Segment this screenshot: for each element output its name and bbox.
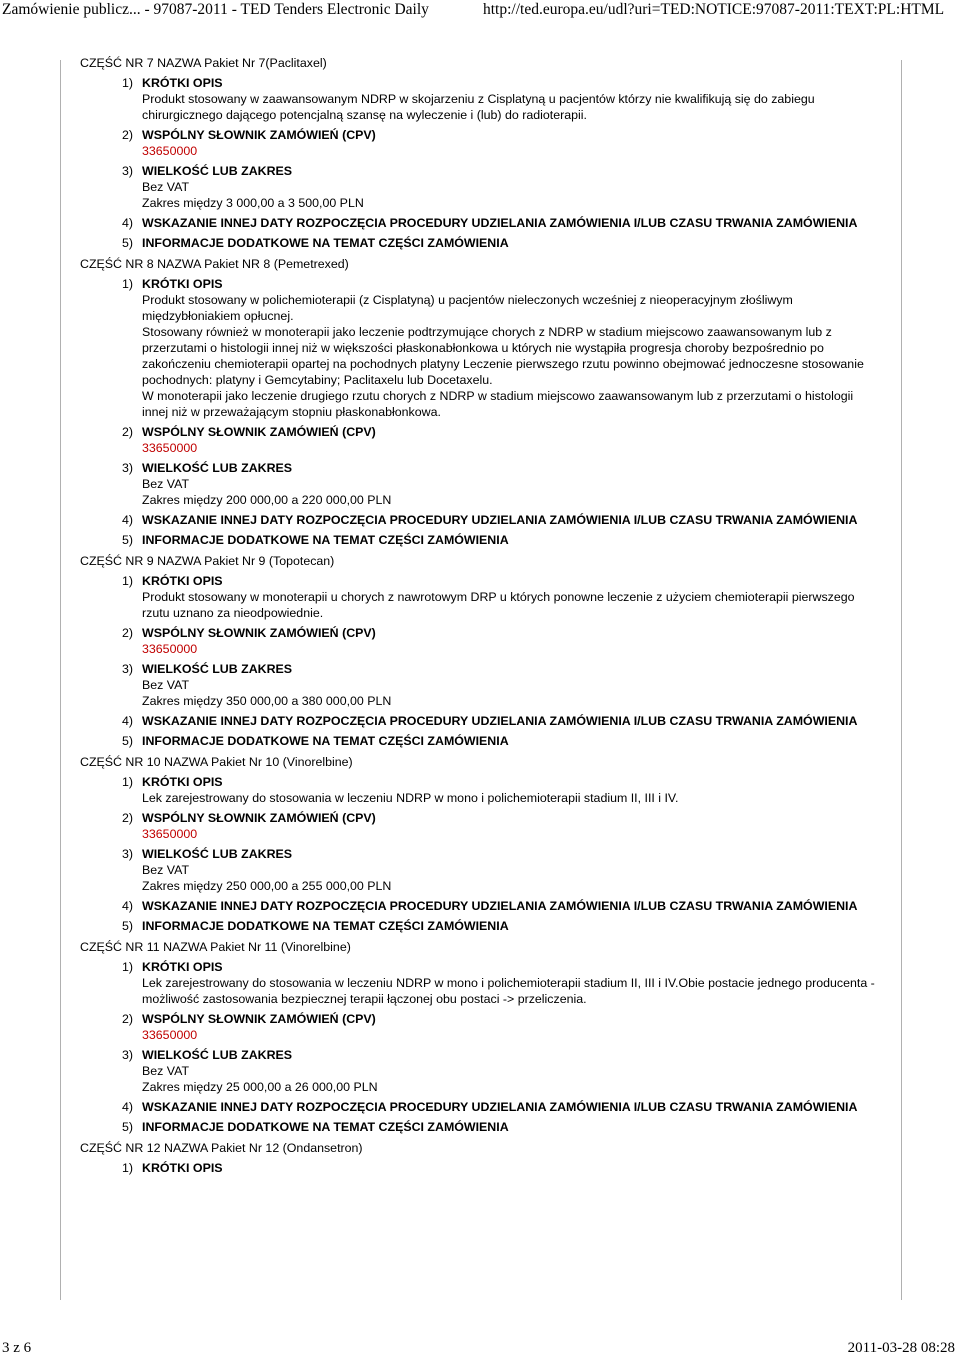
item-label: WSKAZANIE INNEJ DATY ROZPOCZĘCIA PROCEDURY UDZIELANIA ZAMÓWIENIA I/LUB CZASU TRWANIA ZAMÓWIENIA — [142, 1100, 858, 1114]
page-counter: 3 z 6 — [2, 1340, 32, 1356]
item-label: WSKAZANIE INNEJ DATY ROZPOCZĘCIA PROCEDURY UDZIELANIA ZAMÓWIENIA I/LUB CZASU TRWANIA ZAMÓWIENIA — [142, 513, 858, 527]
lot-dates — [80, 898, 880, 914]
item-number: 1) — [122, 960, 134, 974]
item-label: INFORMACJE DODATKOWE NA TEMAT CZĘŚCI ZAMÓWIENIA — [142, 734, 509, 748]
page-title: Zamówienie publicz... - 97087-2011 - TED Tenders Electronic Daily — [2, 1, 429, 18]
item-number: 2) — [122, 1012, 134, 1026]
item-number: 1) — [122, 277, 134, 291]
lot-short-description — [80, 1160, 880, 1176]
item-number: 2) — [122, 425, 134, 439]
vat-note: Bez VAT — [142, 477, 190, 491]
lot-title: CZĘŚĆ NR 11 NAZWA Pakiet Nr 11 (Vinorelbine) — [80, 940, 351, 954]
cpv-code: 33650000 — [142, 827, 198, 841]
item-number: 5) — [122, 919, 134, 933]
item-number: 3) — [122, 164, 134, 178]
lot-dates — [80, 1099, 880, 1115]
notice-body — [80, 55, 880, 1180]
item-number: 4) — [122, 216, 134, 230]
item-label: INFORMACJE DODATKOWE NA TEMAT CZĘŚCI ZAMÓWIENIA — [142, 919, 509, 933]
lot-title: CZĘŚĆ NR 12 NAZWA Pakiet Nr 12 (Ondansetron) — [80, 1141, 363, 1155]
item-number: 1) — [122, 1161, 134, 1175]
lot-additional-info — [80, 733, 880, 749]
item-label: WIELKOŚĆ LUB ZAKRES — [142, 461, 293, 475]
item-label: WSPÓLNY SŁOWNIK ZAMÓWIEŃ (CPV) — [142, 811, 376, 825]
item-label: KRÓTKI OPIS — [142, 574, 223, 588]
item-label: WSPÓLNY SŁOWNIK ZAMÓWIEŃ (CPV) — [142, 1012, 376, 1026]
item-number: 3) — [122, 847, 134, 861]
lot-dates — [80, 512, 880, 528]
item-number: 4) — [122, 899, 134, 913]
lot-cpv — [80, 1011, 880, 1043]
description-text: Produkt stosowany w polichemioterapii (z Cisplatyną) u pacjentów nieleczonych wcześniej z nieoperacyjnym złośliwym międzybłoniakiem opłucnej. — [142, 293, 793, 323]
description-text: Lek zarejestrowany do stosowania w leczeniu NDRP w mono i polichemioterapii stadium II, III i IV.Obie postacie jednego producenta - możliwość zastosowania bezpiecznej terapii łączonej obu postaci -> przeliczenia. — [142, 976, 875, 1006]
print-header — [0, 0, 960, 18]
item-label: WSKAZANIE INNEJ DATY ROZPOCZĘCIA PROCEDURY UDZIELANIA ZAMÓWIENIA I/LUB CZASU TRWANIA ZAMÓWIENIA — [142, 216, 858, 230]
item-number: 1) — [122, 775, 134, 789]
vat-note: Bez VAT — [142, 1064, 190, 1078]
value-range: Zakres między 250 000,00 a 255 000,00 PLN — [142, 879, 392, 893]
print-datetime: 2011-03-28 08:28 — [847, 1340, 955, 1356]
description-text: Produkt stosowany w monoterapii u chorych z nawrotowym DRP u których ponowne leczenie z użyciem chemioterapii pierwszego rzutu uznano za nieodpowiednie. — [142, 590, 855, 620]
lot-dates — [80, 713, 880, 729]
item-number: 5) — [122, 236, 134, 250]
lot-short-description — [80, 774, 880, 806]
item-label: KRÓTKI OPIS — [142, 76, 223, 90]
lot-cpv — [80, 810, 880, 842]
lot-title: CZĘŚĆ NR 7 NAZWA Pakiet Nr 7(Paclitaxel) — [80, 56, 327, 70]
item-label: KRÓTKI OPIS — [142, 277, 223, 291]
lot-11 — [80, 939, 880, 1135]
lot-title: CZĘŚĆ NR 9 NAZWA Pakiet Nr 9 (Topotecan) — [80, 554, 335, 568]
lot-9 — [80, 553, 880, 749]
page-url[interactable]: http://ted.europa.eu/udl?uri=TED:NOTICE:97087-2011:TEXT:PL:HTML — [483, 1, 945, 18]
lot-dates — [80, 215, 880, 231]
item-number: 1) — [122, 574, 134, 588]
item-label: WIELKOŚĆ LUB ZAKRES — [142, 1048, 293, 1062]
value-range: Zakres między 350 000,00 a 380 000,00 PLN — [142, 694, 392, 708]
cpv-code: 33650000 — [142, 1028, 198, 1042]
item-label: INFORMACJE DODATKOWE NA TEMAT CZĘŚCI ZAMÓWIENIA — [142, 1120, 509, 1134]
item-number: 4) — [122, 714, 134, 728]
vat-note: Bez VAT — [142, 180, 190, 194]
item-label: KRÓTKI OPIS — [142, 960, 223, 974]
item-number: 4) — [122, 1100, 134, 1114]
item-label: INFORMACJE DODATKOWE NA TEMAT CZĘŚCI ZAMÓWIENIA — [142, 533, 509, 547]
lot-8 — [80, 256, 880, 548]
frame-right-border — [901, 60, 902, 1300]
lot-scope — [80, 1047, 880, 1095]
lot-title: CZĘŚĆ NR 8 NAZWA Pakiet NR 8 (Pemetrexed) — [80, 257, 349, 271]
item-number: 5) — [122, 533, 134, 547]
item-label: WIELKOŚĆ LUB ZAKRES — [142, 662, 293, 676]
frame-left-border — [60, 60, 61, 1300]
lot-short-description — [80, 959, 880, 1007]
lot-7 — [80, 55, 880, 251]
item-label: KRÓTKI OPIS — [142, 775, 223, 789]
item-number: 4) — [122, 513, 134, 527]
item-label: WSKAZANIE INNEJ DATY ROZPOCZĘCIA PROCEDURY UDZIELANIA ZAMÓWIENIA I/LUB CZASU TRWANIA ZAMÓWIENIA — [142, 714, 858, 728]
value-range: Zakres między 200 000,00 a 220 000,00 PLN — [142, 493, 392, 507]
item-number: 2) — [122, 128, 134, 142]
item-label: WSPÓLNY SŁOWNIK ZAMÓWIEŃ (CPV) — [142, 425, 376, 439]
cpv-code: 33650000 — [142, 642, 198, 656]
print-footer — [0, 1340, 960, 1357]
item-label: WIELKOŚĆ LUB ZAKRES — [142, 164, 293, 178]
item-label: KRÓTKI OPIS — [142, 1161, 223, 1175]
lot-scope — [80, 846, 880, 894]
item-number: 1) — [122, 76, 134, 90]
description-text: W monoterapii jako leczenie drugiego rzutu chorych z NDRP w stadium miejscowo zaawansowanym lub z przerzutami o histologii innej niż w przeważającym stopniu płaskonabłonkowa. — [142, 389, 854, 419]
description-text: Stosowany również w monoterapii jako leczenie podtrzymujące chorych z NDRP w stadium miejscowo zaawansowanym lub z przerzutami o histologii innej niż w większości płaskonabłonkowa u których nie wystąpiła progresja choroby bezpośrednio po zakończeniu chemioterapii opartej na pochodnych platyny Leczenie pierwszego rzutu powinno obejmować jednoczesne stosowanie pochodnych: platyny i Gemcytabiny; Paclitaxelu lub Docetaxelu. — [142, 325, 864, 387]
lot-10 — [80, 754, 880, 934]
item-number: 5) — [122, 734, 134, 748]
item-label: INFORMACJE DODATKOWE NA TEMAT CZĘŚCI ZAMÓWIENIA — [142, 236, 509, 250]
description-text: Produkt stosowany w zaawansowanym NDRP w skojarzeniu z Cisplatyną u pacjentów którzy nie kwalifikują się do zabiegu chirurgicznego dającego potencjalną szansę na wyleczenie i (lub) do radioterapii. — [142, 92, 815, 122]
description-text: Lek zarejestrowany do stosowania w leczeniu NDRP w mono i polichemioterapii stadium II, III i IV. — [142, 791, 679, 805]
item-number: 2) — [122, 811, 134, 825]
item-label: WSPÓLNY SŁOWNIK ZAMÓWIEŃ (CPV) — [142, 128, 376, 142]
lot-additional-info — [80, 532, 880, 548]
item-number: 3) — [122, 662, 134, 676]
cpv-code: 33650000 — [142, 441, 198, 455]
lot-short-description — [80, 75, 880, 123]
item-number: 3) — [122, 461, 134, 475]
lot-short-description — [80, 573, 880, 621]
value-range: Zakres między 25 000,00 a 26 000,00 PLN — [142, 1080, 378, 1094]
lot-cpv — [80, 625, 880, 657]
lot-short-description — [80, 276, 880, 420]
lot-cpv — [80, 127, 880, 159]
item-label: WSPÓLNY SŁOWNIK ZAMÓWIEŃ (CPV) — [142, 626, 376, 640]
lot-scope — [80, 460, 880, 508]
lot-cpv — [80, 424, 880, 456]
value-range: Zakres między 3 000,00 a 3 500,00 PLN — [142, 196, 364, 210]
lot-12 — [80, 1140, 880, 1176]
lot-additional-info — [80, 1119, 880, 1135]
lot-additional-info — [80, 918, 880, 934]
lot-scope — [80, 163, 880, 211]
lot-title: CZĘŚĆ NR 10 NAZWA Pakiet Nr 10 (Vinorelbine) — [80, 755, 353, 769]
item-number: 2) — [122, 626, 134, 640]
vat-note: Bez VAT — [142, 863, 190, 877]
item-label: WIELKOŚĆ LUB ZAKRES — [142, 847, 293, 861]
item-number: 5) — [122, 1120, 134, 1134]
item-number: 3) — [122, 1048, 134, 1062]
lot-scope — [80, 661, 880, 709]
lot-additional-info — [80, 235, 880, 251]
vat-note: Bez VAT — [142, 678, 190, 692]
item-label: WSKAZANIE INNEJ DATY ROZPOCZĘCIA PROCEDURY UDZIELANIA ZAMÓWIENIA I/LUB CZASU TRWANIA ZAMÓWIENIA — [142, 899, 858, 913]
cpv-code: 33650000 — [142, 144, 198, 158]
